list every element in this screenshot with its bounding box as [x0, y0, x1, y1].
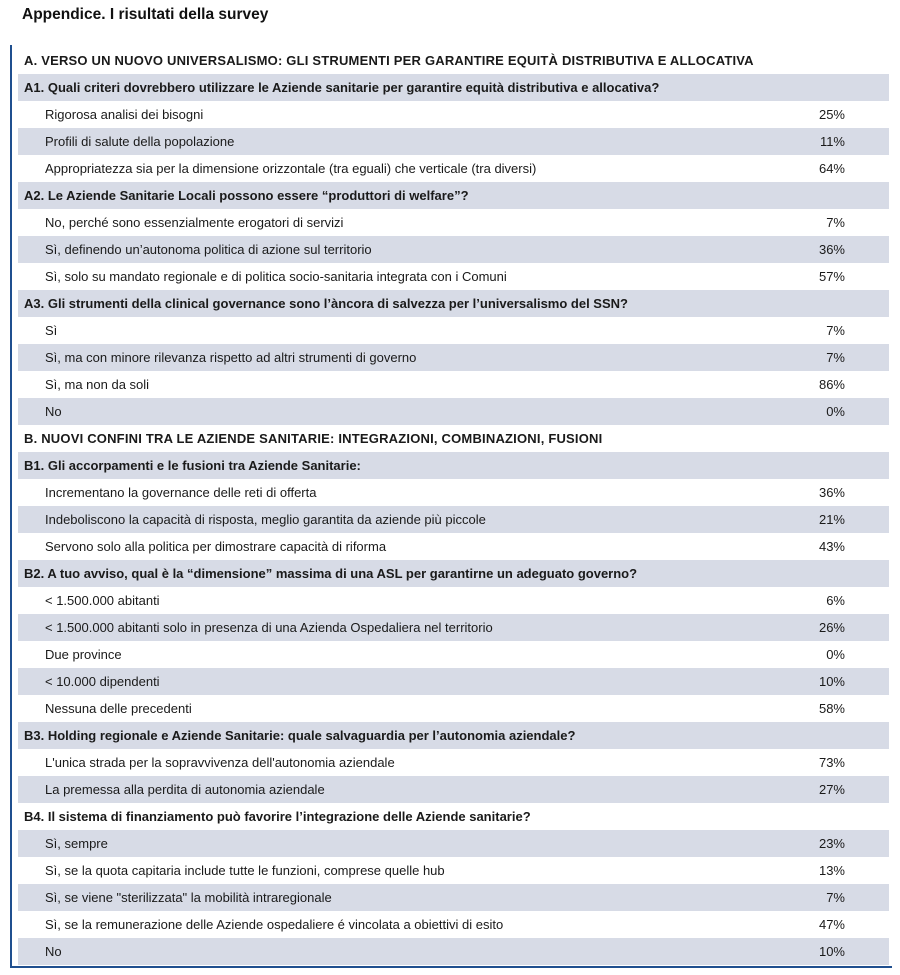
answer-label: Incrementano la governance delle reti di offerta	[45, 485, 317, 500]
answer-percentage: 7%	[826, 890, 845, 905]
section-header	[18, 425, 889, 452]
answer-percentage: 27%	[818, 782, 845, 797]
answer-label: Sì, definendo un’autonoma politica di azione sul territorio	[45, 242, 372, 257]
question-row	[18, 560, 889, 587]
question-label: B1. Gli accorpamenti e le fusioni tra Aziende Sanitarie:	[24, 458, 361, 473]
answer-label: No, perché sono essenzialmente erogatori di servizi	[45, 215, 344, 230]
answer-label: Sì, sempre	[45, 836, 108, 851]
answer-label: La premessa alla perdita di autonomia aziendale	[45, 782, 325, 797]
answer-row	[18, 344, 889, 371]
answer-percentage: 0%	[826, 404, 845, 419]
answer-row	[18, 155, 889, 182]
answer-label: Rigorosa analisi dei bisogni	[45, 107, 204, 122]
answer-row	[18, 695, 889, 722]
answer-percentage: 58%	[818, 701, 845, 716]
answer-row	[18, 236, 889, 263]
question-label: A1. Quali criteri dovrebbero utilizzare le Aziende sanitarie per garantire equità distributiva e allocativa?	[24, 80, 660, 95]
answer-row	[18, 506, 889, 533]
answer-percentage: 36%	[818, 242, 845, 257]
answer-label: No	[45, 404, 62, 419]
question-row	[18, 722, 889, 749]
answer-row	[18, 641, 889, 668]
question-label: A3. Gli strumenti della clinical governance sono l’àncora di salvezza per l’universalismo del SSN?	[24, 296, 628, 311]
answer-row	[18, 884, 889, 911]
answer-row	[18, 587, 889, 614]
answer-row	[18, 263, 889, 290]
section-header	[18, 47, 889, 74]
answer-label: < 1.500.000 abitanti solo in presenza di una Azienda Ospedaliera nel territorio	[45, 620, 493, 635]
answer-label: No	[45, 944, 62, 959]
answer-percentage: 7%	[826, 350, 845, 365]
answer-row	[18, 938, 889, 965]
section-label: B. NUOVI CONFINI TRA LE AZIENDE SANITARIE: INTEGRAZIONI, COMBINAZIONI, FUSIONI	[24, 431, 603, 446]
answer-label: Sì, se la quota capitaria include tutte le funzioni, comprese quelle hub	[45, 863, 445, 878]
question-row	[18, 803, 889, 830]
answer-label: Sì, se viene "sterilizzata" la mobilità intraregionale	[45, 890, 332, 905]
answer-row	[18, 128, 889, 155]
question-row	[18, 290, 889, 317]
answer-percentage: 10%	[818, 674, 845, 689]
survey-table	[18, 47, 889, 965]
answer-label: Sì, se la remunerazione delle Aziende ospedaliere é vincolata a obiettivi di esito	[45, 917, 504, 932]
answer-row	[18, 668, 889, 695]
answer-label: < 1.500.000 abitanti	[45, 593, 160, 608]
answer-percentage: 0%	[826, 647, 845, 662]
answer-percentage: 64%	[818, 161, 845, 176]
answer-label: Servono solo alla politica per dimostrare capacità di riforma	[45, 539, 387, 554]
answer-label: L'unica strada per la sopravvivenza dell'autonomia aziendale	[45, 755, 395, 770]
answer-label: Sì, ma non da soli	[45, 377, 150, 392]
answer-row	[18, 101, 889, 128]
answer-row	[18, 479, 889, 506]
answer-percentage: 26%	[818, 620, 845, 635]
answer-row	[18, 749, 889, 776]
section-label: A. VERSO UN NUOVO UNIVERSALISMO: GLI STRUMENTI PER GARANTIRE EQUITÀ DISTRIBUTIVA E ALLOCATIVA	[24, 53, 754, 68]
answer-percentage: 36%	[818, 485, 845, 500]
answer-row	[18, 398, 889, 425]
question-label: B3. Holding regionale e Aziende Sanitarie: quale salvaguardia per l’autonomia aziendale?	[24, 728, 576, 743]
answer-percentage: 10%	[818, 944, 845, 959]
answer-label: Sì, ma con minore rilevanza rispetto ad altri strumenti di governo	[45, 350, 417, 365]
answer-percentage: 13%	[818, 863, 845, 878]
question-row	[18, 452, 889, 479]
answer-label: Due province	[45, 647, 122, 662]
answer-row	[18, 209, 889, 236]
answer-percentage: 25%	[818, 107, 845, 122]
answer-row	[18, 317, 889, 344]
question-label: B2. A tuo avviso, qual è la “dimensione” massima di una ASL per garantirne un adeguato governo?	[24, 566, 638, 581]
answer-percentage: 11%	[819, 134, 845, 149]
answer-percentage: 23%	[818, 836, 845, 851]
answer-percentage: 43%	[818, 539, 845, 554]
answer-percentage: 7%	[826, 215, 845, 230]
answer-row	[18, 857, 889, 884]
answer-label: Nessuna delle precedenti	[45, 701, 192, 716]
answer-label: Appropriatezza sia per la dimensione orizzontale (tra eguali) che verticale (tra diversi)	[45, 161, 537, 176]
answer-label: Profili di salute della popolazione	[45, 134, 235, 149]
page-title: Appendice. I risultati della survey	[22, 6, 269, 23]
answer-percentage: 57%	[818, 269, 845, 284]
question-label: B4. Il sistema di finanziamento può favorire l’integrazione delle Aziende sanitarie?	[24, 809, 531, 824]
answer-label: Sì	[45, 323, 58, 338]
answer-label: Indeboliscono la capacità di risposta, meglio garantita da aziende più piccole	[45, 512, 486, 527]
answer-row	[18, 911, 889, 938]
answer-percentage: 7%	[826, 323, 845, 338]
answer-row	[18, 371, 889, 398]
question-label: A2. Le Aziende Sanitarie Locali possono essere “produttori di welfare”?	[24, 188, 469, 203]
answer-percentage: 73%	[818, 755, 845, 770]
answer-percentage: 86%	[818, 377, 845, 392]
answer-percentage: 6%	[826, 593, 845, 608]
question-row	[18, 182, 889, 209]
answer-percentage: 21%	[818, 512, 845, 527]
answer-label: < 10.000 dipendenti	[45, 674, 160, 689]
answer-percentage: 47%	[818, 917, 845, 932]
question-row	[18, 74, 889, 101]
answer-row	[18, 614, 889, 641]
answer-row	[18, 533, 889, 560]
answer-label: Sì, solo su mandato regionale e di politica socio-sanitaria integrata con i Comuni	[45, 269, 507, 284]
answer-row	[18, 776, 889, 803]
answer-row	[18, 830, 889, 857]
